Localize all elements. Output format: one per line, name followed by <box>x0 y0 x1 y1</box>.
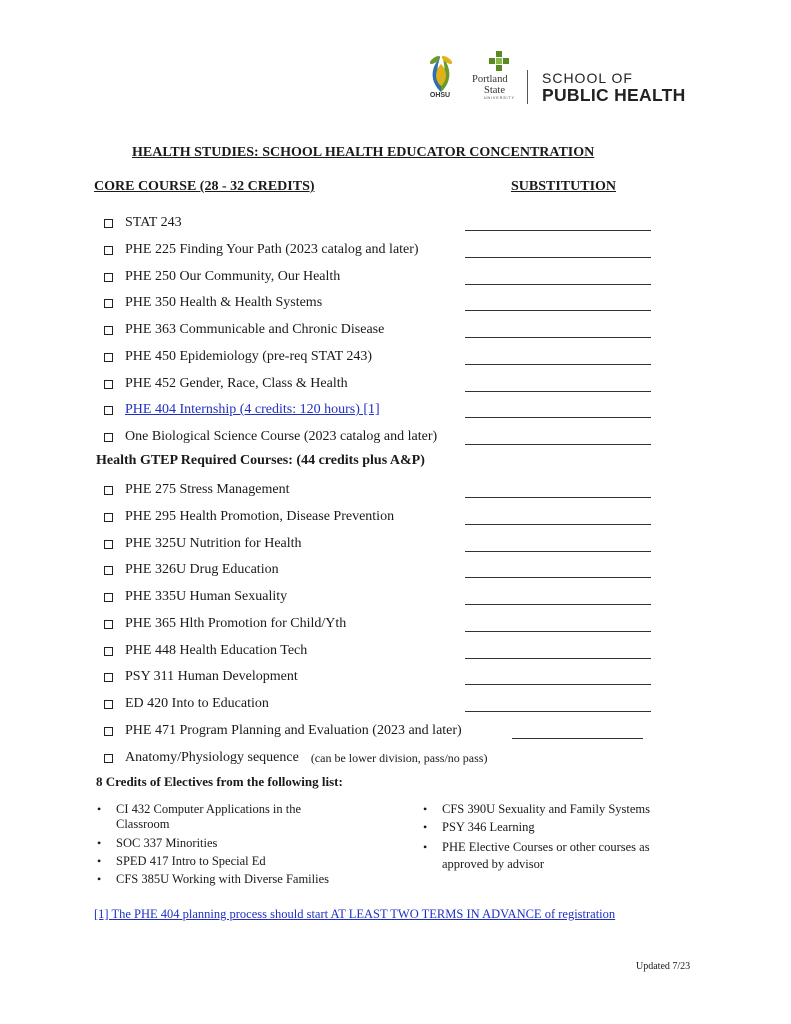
elective-label: CI 432 Computer Applications in the Classroom <box>116 802 302 831</box>
substitution-line[interactable] <box>465 230 651 231</box>
course-row <box>104 374 348 394</box>
substitution-line[interactable] <box>465 444 651 445</box>
course-label: STAT 243 <box>125 215 182 230</box>
course-label: PHE 326U Drug Education <box>125 562 279 577</box>
course-label: PHE 471 Program Planning and Evaluation (2023 and later) <box>125 723 462 738</box>
substitution-line[interactable] <box>465 337 651 338</box>
list-item <box>97 854 346 869</box>
course-label: One Biological Science Course (2023 catalog and later) <box>125 429 438 444</box>
psu-name <box>472 74 508 96</box>
course-label: Anatomy/Physiology sequence <box>125 750 299 765</box>
elective-label: CFS 385U Working with Diverse Families <box>116 872 330 886</box>
elective-label: SPED 417 Intro to Special Ed <box>116 854 266 868</box>
checkbox[interactable] <box>104 673 113 682</box>
course-label: PHE 275 Stress Management <box>125 482 290 497</box>
elective-label: SOC 337 Minorities <box>116 836 218 850</box>
list-item <box>97 872 356 887</box>
substitution-line[interactable] <box>465 577 651 578</box>
checkbox[interactable] <box>104 566 113 575</box>
checkbox[interactable] <box>104 754 113 763</box>
logo-divider <box>527 70 528 104</box>
checkbox[interactable] <box>104 513 113 522</box>
substitution-line[interactable] <box>465 391 651 392</box>
substitution-line[interactable] <box>465 364 651 365</box>
course-row <box>104 267 340 287</box>
checkbox[interactable] <box>104 273 113 282</box>
footnote-link[interactable]: [1] The PHE 404 planning process should start AT LEAST TWO TERMS IN ADVANCE of registration <box>94 907 616 921</box>
list-item <box>423 802 682 817</box>
elective-label: PHE Elective Courses or other courses as approved by advisor <box>442 840 650 871</box>
course-label: PHE 365 Hlth Promotion for Child/Yth <box>125 616 347 631</box>
course-row <box>104 480 289 500</box>
course-label: PHE 350 Health & Health Systems <box>125 295 323 310</box>
substitution-line[interactable] <box>465 417 651 418</box>
school-line2: PUBLIC HEALTH <box>542 85 686 105</box>
checkbox[interactable] <box>104 406 113 415</box>
bullet: • <box>97 854 102 868</box>
checkbox[interactable] <box>104 620 113 629</box>
bullet: • <box>423 820 428 834</box>
elective-label: PSY 346 Learning <box>442 820 535 834</box>
course-row <box>104 667 298 687</box>
list-item <box>423 839 682 873</box>
course-label: PHE 325U Nutrition for Health <box>125 536 302 551</box>
course-row <box>104 293 322 313</box>
course-row <box>104 427 437 447</box>
psu-sub: UNIVERSITY <box>484 96 516 100</box>
course-row <box>104 614 346 634</box>
substitution-line[interactable] <box>465 497 651 498</box>
substitution-line[interactable] <box>512 738 643 739</box>
course-label: PSY 311 Human Development <box>125 669 298 684</box>
checkbox[interactable] <box>104 486 113 495</box>
course-row <box>104 560 279 580</box>
core-heading: CORE COURSE (28 - 32 CREDITS) <box>94 179 315 194</box>
psu-name-line2: State <box>484 85 505 96</box>
bullet: • <box>423 840 428 854</box>
checkbox[interactable] <box>104 647 113 656</box>
substitution-line[interactable] <box>465 631 651 632</box>
substitution-heading: SUBSTITUTION <box>511 179 617 194</box>
checkbox[interactable] <box>104 433 113 442</box>
substitution-line[interactable] <box>465 658 651 659</box>
anatomy-note: (can be lower division, pass/no pass) <box>310 750 488 765</box>
course-label: PHE 225 Finding Your Path (2023 catalog and later) <box>125 242 419 257</box>
course-label: ED 420 Into to Education <box>125 696 269 711</box>
substitution-line[interactable] <box>465 524 651 525</box>
updated-date: Updated 7/23 <box>636 961 691 972</box>
header-logos <box>424 50 704 108</box>
internship-link[interactable]: PHE 404 Internship (4 credits: 120 hours) [1] <box>125 402 380 417</box>
gtep-heading: Health GTEP Required Courses: (44 credits plus A&P) <box>96 453 425 468</box>
bullet: • <box>97 836 102 850</box>
page-title: HEALTH STUDIES: SCHOOL HEALTH EDUCATOR CONCENTRATION <box>132 145 595 160</box>
checkbox[interactable] <box>104 700 113 709</box>
substitution-line[interactable] <box>465 257 651 258</box>
course-row <box>104 320 384 340</box>
course-row <box>104 534 302 554</box>
elective-label: CFS 390U Sexuality and Family Systems <box>442 802 651 816</box>
checkbox[interactable] <box>104 246 113 255</box>
substitution-line[interactable] <box>465 310 651 311</box>
list-item <box>97 802 346 832</box>
course-label: PHE 295 Health Promotion, Disease Prevention <box>125 509 395 524</box>
ohsu-label: OHSU <box>429 92 451 99</box>
ohsu-logo-icon <box>426 52 456 94</box>
checkbox[interactable] <box>104 727 113 736</box>
substitution-line[interactable] <box>465 284 651 285</box>
electives-heading: 8 Credits of Electives from the following list: <box>96 774 343 789</box>
checkbox[interactable] <box>104 326 113 335</box>
course-label: PHE 250 Our Community, Our Health <box>125 269 341 284</box>
substitution-line[interactable] <box>465 711 651 712</box>
course-row <box>104 721 462 741</box>
course-label: PHE 448 Health Education Tech <box>125 643 308 658</box>
course-row <box>104 400 380 420</box>
checkbox[interactable] <box>104 380 113 389</box>
bullet: • <box>423 802 428 816</box>
course-label: PHE 363 Communicable and Chronic Disease <box>125 322 385 337</box>
bullet: • <box>97 802 102 816</box>
checkbox[interactable] <box>104 353 113 362</box>
substitution-line[interactable] <box>465 551 651 552</box>
psu-name-line1: Portland <box>472 74 508 85</box>
course-label: PHE 452 Gender, Race, Class & Health <box>125 376 348 391</box>
checkbox[interactable] <box>104 219 113 228</box>
school-line1: SCHOOL OF <box>542 70 633 86</box>
course-row <box>104 240 419 260</box>
substitution-line[interactable] <box>465 604 651 605</box>
substitution-line[interactable] <box>465 684 651 685</box>
course-label: PHE 450 Epidemiology (pre-req STAT 243) <box>125 349 373 364</box>
list-item <box>423 820 682 835</box>
course-row <box>104 694 269 714</box>
course-label: PHE 335U Human Sexuality <box>125 589 288 604</box>
psu-logo-icon <box>488 50 510 72</box>
course-row <box>104 748 487 768</box>
course-row <box>104 347 372 367</box>
course-row <box>104 213 182 233</box>
bullet: • <box>97 872 102 886</box>
course-row <box>104 507 394 527</box>
checkbox[interactable] <box>104 593 113 602</box>
course-row <box>104 641 307 661</box>
course-row <box>104 587 287 607</box>
checkbox[interactable] <box>104 540 113 549</box>
list-item <box>97 836 346 851</box>
checkbox[interactable] <box>104 299 113 308</box>
